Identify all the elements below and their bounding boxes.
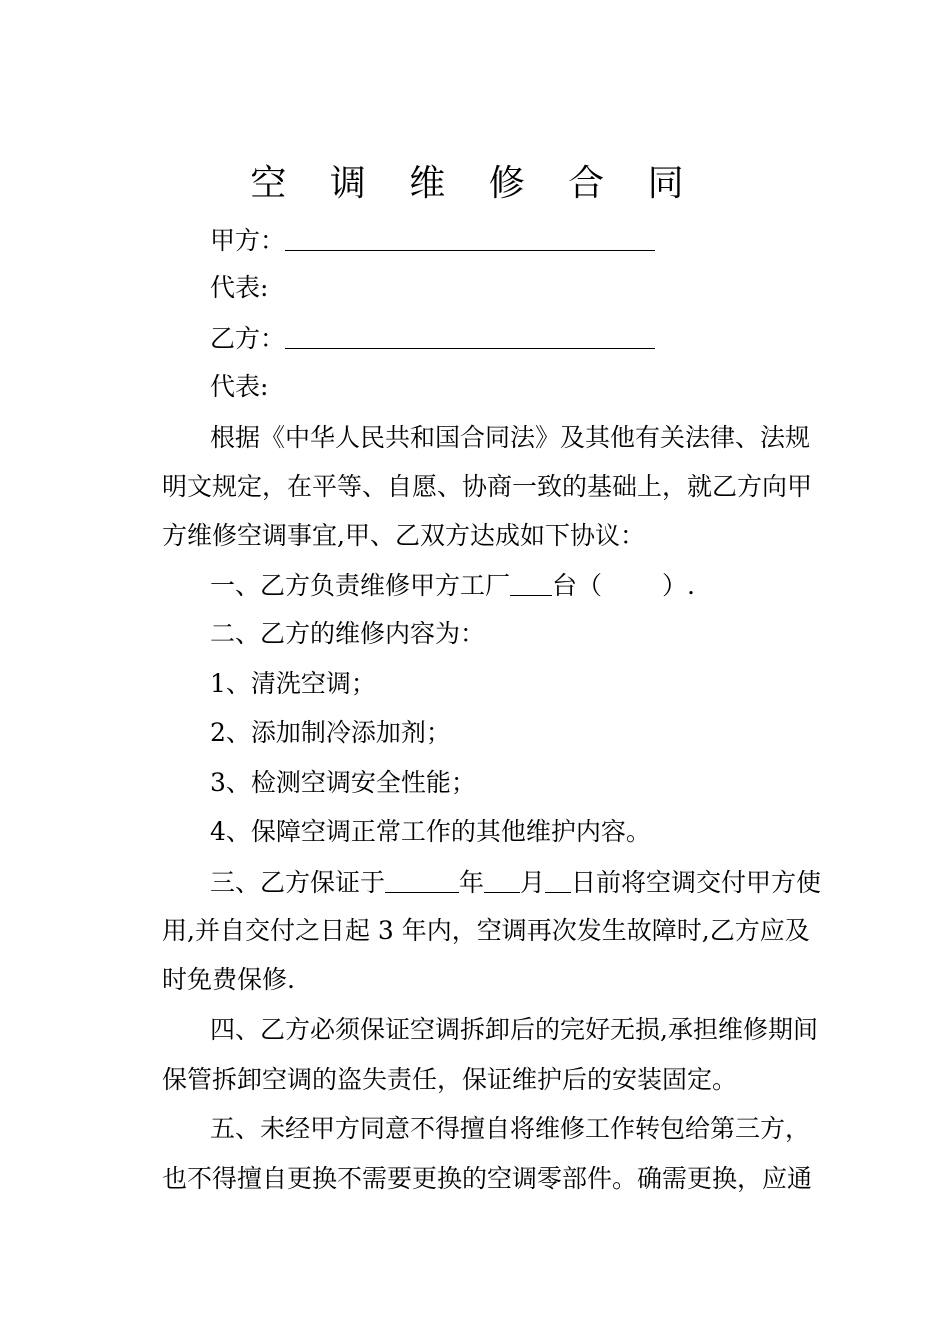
clause-1-unit: 台（ bbox=[552, 571, 603, 600]
clause-1-count-blank bbox=[510, 567, 552, 596]
preamble-line-1: 根据《中华人民共和国合同法》及其他有关法律、法规 bbox=[210, 423, 811, 452]
year-blank bbox=[385, 864, 459, 893]
clause-1-end: ）. bbox=[662, 571, 695, 600]
year-label: 年 bbox=[459, 868, 485, 897]
clause-3-prefix: 三、乙方保证于 bbox=[210, 868, 386, 897]
clause-1-text: 一、乙方负责维修甲方工厂 bbox=[210, 571, 511, 600]
clause-2-heading: 二、乙方的维修内容为： bbox=[210, 619, 486, 648]
month-label: 月 bbox=[520, 868, 546, 897]
party-a-line bbox=[210, 222, 655, 259]
document-title: 空 调 维 修 合 同 bbox=[250, 163, 700, 204]
party-b-label: 乙方： bbox=[210, 324, 286, 353]
party-b-line bbox=[210, 320, 655, 357]
clause-4-line-2: 保管拆卸空调的盗失责任，保证维护后的安装固定。 bbox=[162, 1065, 738, 1094]
clause-1 bbox=[210, 567, 695, 604]
list-item: 2、添加制冷添加剂； bbox=[210, 718, 451, 747]
clause-5-line-2: 也不得擅自更换不需要更换的空调零部件。确需更换，应通 bbox=[162, 1164, 813, 1193]
party-b-blank bbox=[285, 320, 655, 349]
day-blank bbox=[545, 864, 571, 893]
list-item: 4、保障空调正常工作的其他维护内容。 bbox=[210, 817, 651, 846]
clause-4-line-1: 四、乙方必须保证空调拆卸后的完好无损,承担维修期间 bbox=[210, 1015, 818, 1044]
clause-3-suffix: 日前将空调交付甲方使 bbox=[571, 868, 822, 897]
list-item: 3、检测空调安全性能； bbox=[210, 768, 476, 797]
party-a-blank bbox=[285, 222, 655, 251]
clause-3-line-1 bbox=[210, 864, 821, 901]
month-blank bbox=[484, 864, 520, 893]
rep-b-label: 代表: bbox=[210, 372, 269, 401]
clause-3-line-2: 用,并自交付之日起 3 年内，空调再次发生故障时,乙方应及 bbox=[162, 916, 810, 945]
preamble-line-3: 方维修空调事宜,甲、乙双方达成如下协议： bbox=[162, 521, 645, 550]
clause-5-line-1: 五、未经甲方同意不得擅自将维修工作转包给第三方， bbox=[210, 1114, 811, 1143]
list-item: 1、清洗空调； bbox=[210, 669, 376, 698]
rep-a-label: 代表: bbox=[210, 273, 269, 302]
clause-3-line-3: 时免费保修. bbox=[162, 965, 295, 994]
party-a-label: 甲方： bbox=[210, 226, 286, 255]
preamble-line-2: 明文规定，在平等、自愿、协商一致的基础上，就乙方向甲 bbox=[162, 472, 813, 501]
